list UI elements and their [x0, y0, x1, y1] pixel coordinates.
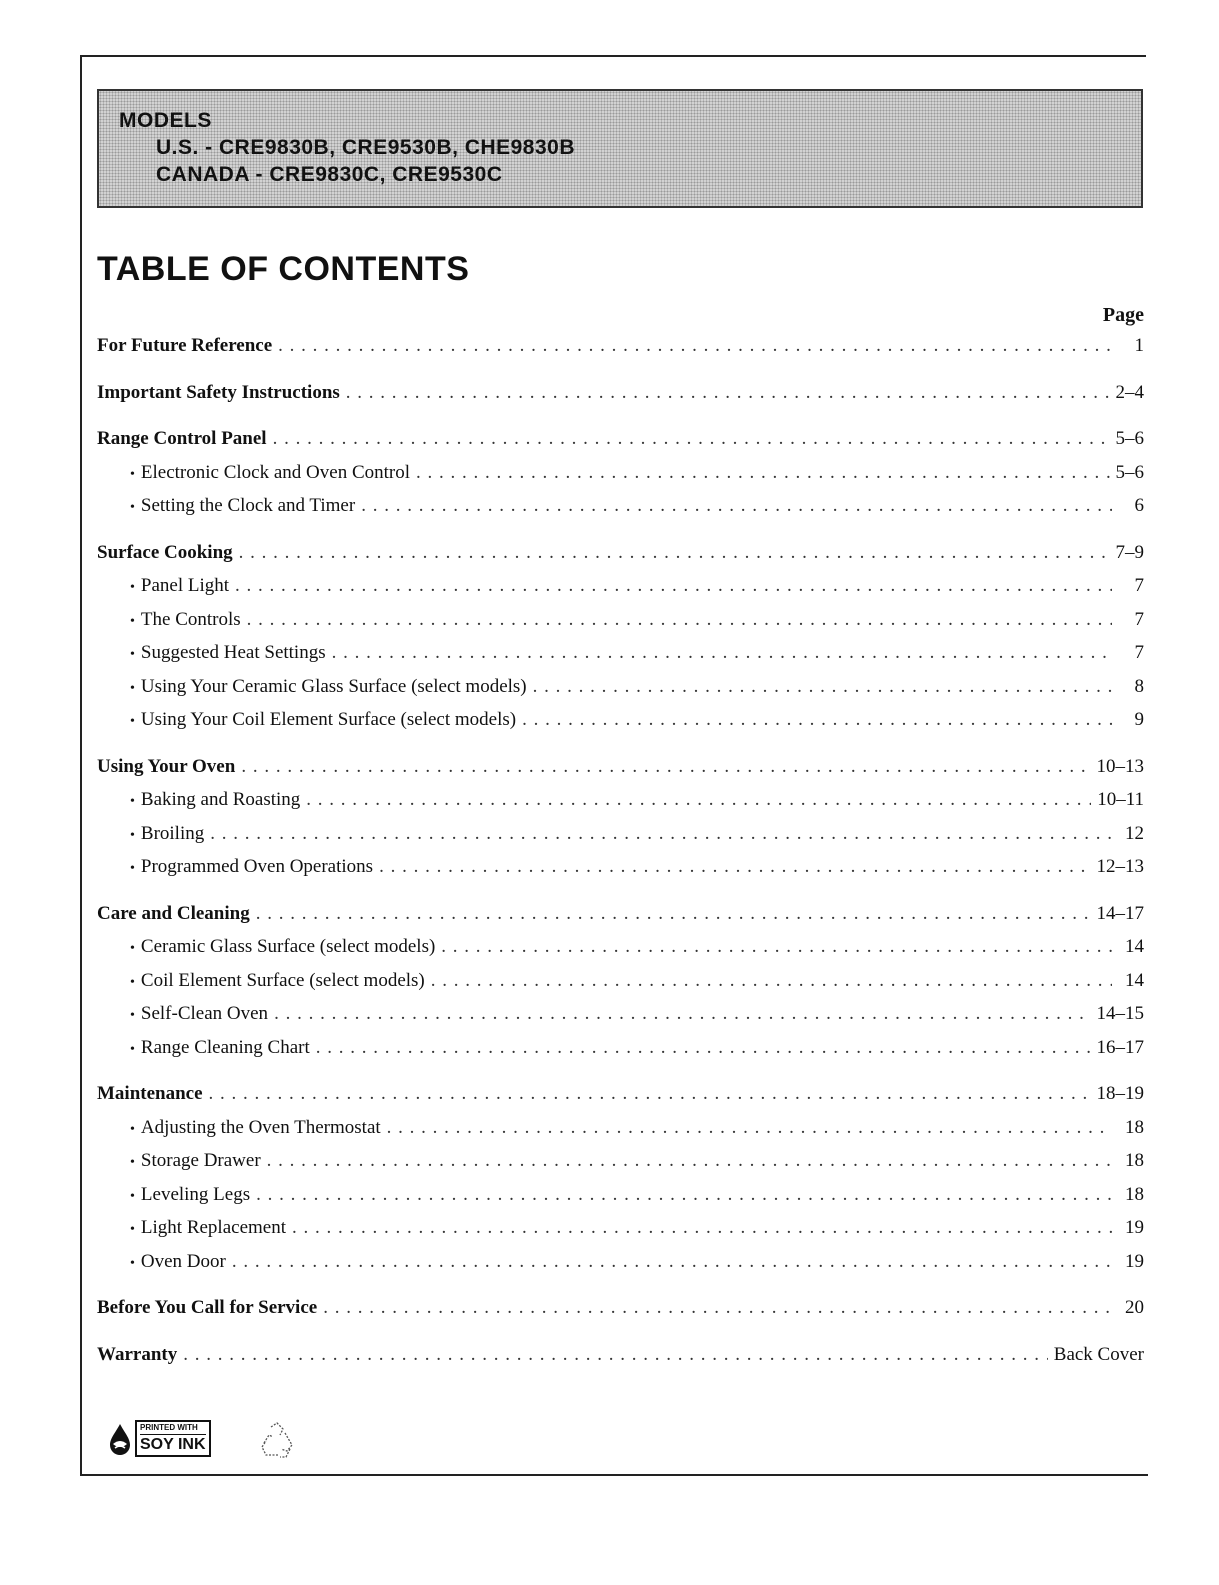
toc-subsection — [97, 575, 1144, 609]
dot-leader — [235, 575, 1112, 597]
toc-page-number: 18 — [1125, 1116, 1144, 1138]
toc-page-number: 19 — [1125, 1217, 1144, 1238]
toc-label: Suggested Heat Settings — [140, 642, 326, 663]
toc-subsection — [97, 789, 1144, 823]
dot-leader — [256, 903, 1091, 925]
toc-section — [97, 1344, 1144, 1378]
soy-ink-logo — [107, 1420, 211, 1457]
toc-page-number: 5–6 — [1115, 461, 1144, 483]
toc-label: Setting the Clock and Timer — [140, 495, 356, 516]
frame-top-rule — [80, 55, 1146, 57]
toc-label: Self-Clean Oven — [140, 1003, 269, 1024]
bullet-icon: • — [130, 827, 135, 843]
toc-subsection — [97, 936, 1144, 970]
toc-section — [97, 1083, 1144, 1117]
bullet-icon: • — [130, 861, 135, 876]
toc-page-number: 16–17 — [1096, 1036, 1144, 1058]
toc-label: Important Safety Instructions — [97, 381, 340, 403]
bullet-icon: • — [130, 680, 135, 696]
dot-leader — [183, 1344, 1048, 1366]
toc-page-number: 14 — [1125, 969, 1144, 991]
toc-section — [97, 542, 1144, 576]
dot-leader — [292, 1217, 1112, 1239]
toc-page-number: 6 — [1134, 495, 1144, 516]
dot-leader — [239, 542, 1110, 564]
toc-subsection — [97, 1150, 1144, 1184]
toc-subsection — [97, 1184, 1144, 1218]
toc-subsection — [97, 1251, 1144, 1285]
toc-section — [97, 1297, 1144, 1331]
dot-leader — [247, 609, 1112, 631]
dot-leader — [210, 823, 1112, 845]
toc-label: Surface Cooking — [97, 541, 233, 563]
toc-label: Coil Element Surface (select models) — [140, 969, 425, 991]
toc-label: Baking and Roasting — [140, 789, 301, 810]
toc-label: The Controls — [140, 608, 241, 630]
dot-leader — [316, 1037, 1091, 1059]
toc-subsection — [97, 462, 1144, 496]
printed-with-text: PRINTED WITH — [140, 1422, 206, 1435]
models-canada: CANADA - CRE9830C, CRE9530C — [156, 163, 503, 186]
toc-page-number: 7 — [1134, 642, 1144, 663]
toc-page-number: 7 — [1134, 608, 1144, 630]
dot-leader — [522, 709, 1112, 731]
toc-label: Using Your Ceramic Glass Surface (select models) — [140, 675, 527, 697]
bullet-icon: • — [130, 580, 135, 595]
dot-leader — [361, 495, 1112, 517]
toc-page-number: 18 — [1125, 1150, 1144, 1171]
toc-label: Broiling — [140, 822, 205, 844]
bullet-icon: • — [130, 1041, 135, 1057]
dot-leader — [379, 856, 1090, 878]
toc-label: For Future Reference — [97, 335, 273, 356]
page-title: TABLE OF CONTENTS — [97, 250, 470, 288]
dot-leader — [332, 642, 1112, 664]
toc-subsection — [97, 1217, 1144, 1251]
toc-label: Range Cleaning Chart — [140, 1036, 310, 1058]
dot-leader — [232, 1251, 1112, 1273]
toc-subsection — [97, 1117, 1144, 1151]
toc-subsection — [97, 709, 1144, 743]
toc-subsection — [97, 642, 1144, 676]
toc-label: Programmed Oven Operations — [140, 856, 374, 877]
toc-label: Before You Call for Service — [97, 1297, 318, 1318]
dot-leader — [267, 1150, 1112, 1172]
toc-section — [97, 335, 1144, 369]
soy-ink-label — [135, 1420, 211, 1457]
toc-label: Using Your Coil Element Surface (select models) — [140, 709, 517, 730]
models-heading: MODELS — [119, 109, 212, 132]
toc-page-number: 8 — [1134, 675, 1144, 697]
toc-page-number: 7 — [1134, 575, 1144, 596]
toc-subsection — [97, 609, 1144, 643]
toc-page-number: Back Cover — [1053, 1343, 1144, 1365]
frame-left-rule — [80, 55, 82, 1475]
toc-section — [97, 382, 1144, 416]
dot-leader — [387, 1117, 1112, 1139]
toc-page-number: 2–4 — [1115, 381, 1144, 403]
toc-section — [97, 428, 1144, 462]
soy-ink-drop-icon — [107, 1422, 133, 1456]
toc-subsection — [97, 495, 1144, 529]
toc-label: Panel Light — [140, 575, 230, 596]
bullet-icon: • — [130, 613, 135, 629]
toc-page-number: 12 — [1125, 822, 1144, 844]
bullet-icon: • — [130, 941, 135, 956]
toc-page-number: 10–11 — [1097, 789, 1144, 810]
bullet-icon: • — [130, 466, 135, 482]
dot-leader — [241, 756, 1090, 778]
toc-page-number: 19 — [1125, 1250, 1144, 1272]
bullet-icon: • — [130, 714, 135, 729]
toc-subsection — [97, 676, 1144, 710]
toc-subsection — [97, 1037, 1144, 1071]
toc-page-number: 12–13 — [1096, 856, 1144, 877]
toc-label: Maintenance — [97, 1083, 203, 1104]
toc-page-number: 18–19 — [1096, 1083, 1144, 1104]
toc-page-number: 5–6 — [1115, 428, 1144, 449]
toc-label: Oven Door — [140, 1250, 226, 1272]
toc-label: Light Replacement — [140, 1217, 286, 1238]
toc-label: Range Control Panel — [97, 428, 267, 449]
toc-page-number: 10–13 — [1096, 755, 1144, 777]
dot-leader — [256, 1184, 1112, 1206]
toc-page-number: 9 — [1134, 709, 1144, 730]
toc-page-number: 20 — [1125, 1297, 1144, 1318]
dot-leader — [416, 462, 1109, 484]
bullet-icon: • — [130, 500, 135, 515]
toc-label: Leveling Legs — [140, 1183, 251, 1205]
toc-label: Warranty — [97, 1343, 178, 1365]
dot-leader — [431, 970, 1112, 992]
toc-page-number: 7–9 — [1115, 541, 1144, 563]
toc-section — [97, 756, 1144, 790]
models-us: U.S. - CRE9830B, CRE9530B, CHE9830B — [156, 136, 576, 159]
toc-label: Electronic Clock and Oven Control — [140, 461, 411, 483]
toc-label: Using Your Oven — [97, 755, 236, 777]
bullet-icon: • — [130, 794, 135, 809]
dot-leader — [278, 335, 1112, 357]
models-box — [97, 89, 1143, 208]
recycle-icon — [254, 1421, 300, 1463]
dot-leader — [273, 428, 1110, 450]
dot-leader — [209, 1083, 1091, 1105]
dot-leader — [346, 382, 1110, 404]
toc-label: Ceramic Glass Surface (select models) — [140, 936, 436, 957]
toc-subsection — [97, 1003, 1144, 1037]
toc-page-number: 14 — [1125, 936, 1144, 957]
bullet-icon: • — [130, 974, 135, 990]
page-column-header: Page — [1102, 304, 1144, 326]
bullet-icon: • — [130, 1008, 135, 1023]
toc-page-number: 18 — [1125, 1183, 1144, 1205]
dot-leader — [274, 1003, 1090, 1025]
toc-label: Storage Drawer — [140, 1150, 261, 1171]
table-of-contents — [97, 335, 1144, 1377]
bullet-icon: • — [130, 1188, 135, 1204]
bullet-icon: • — [130, 1121, 135, 1137]
toc-page-number: 14–17 — [1096, 902, 1144, 924]
dot-leader — [533, 676, 1112, 698]
toc-label: Adjusting the Oven Thermostat — [140, 1116, 381, 1138]
bullet-icon: • — [130, 1222, 135, 1237]
toc-section — [97, 903, 1144, 937]
toc-label: Care and Cleaning — [97, 902, 250, 924]
toc-subsection — [97, 823, 1144, 857]
bullet-icon: • — [130, 1155, 135, 1170]
bullet-icon: • — [130, 647, 135, 662]
toc-subsection — [97, 856, 1144, 890]
soy-ink-text: SOY INK — [140, 1436, 206, 1453]
toc-page-number: 14–15 — [1096, 1003, 1144, 1024]
frame-bottom-rule — [80, 1474, 1148, 1476]
dot-leader — [306, 789, 1091, 811]
dot-leader — [323, 1297, 1112, 1319]
bullet-icon: • — [130, 1255, 135, 1271]
toc-subsection — [97, 970, 1144, 1004]
dot-leader — [441, 936, 1112, 958]
toc-page-number: 1 — [1134, 335, 1144, 356]
